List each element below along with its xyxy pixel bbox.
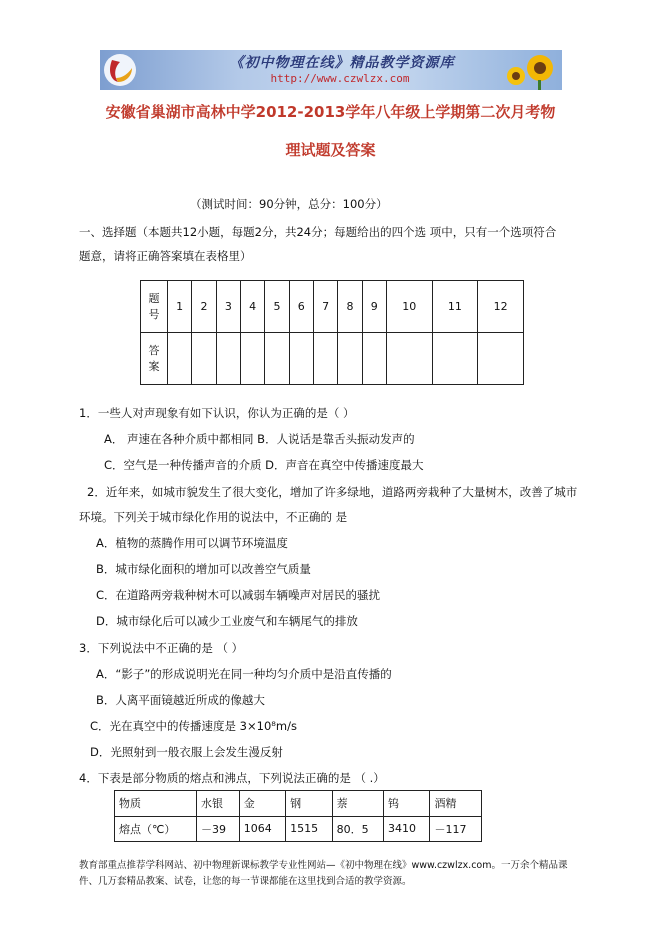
question-2-stem-cont: 环境。下列关于城市绿化作用的说法中，不正确的 是 — [79, 510, 348, 524]
label-char: 题 — [148, 291, 160, 305]
question-number-cell: 4 — [240, 281, 264, 333]
question-2-stem: 2．近年来，如城市貌发生了很大变化，增加了许多绿地，道路两旁栽种了大量树木，改善了城市 — [87, 485, 578, 499]
table-header-cell: 钢 — [286, 791, 332, 817]
question-number-cell: 3 — [216, 281, 240, 333]
table-header-cell: 金 — [239, 791, 285, 817]
question-number-cell: 6 — [289, 281, 313, 333]
question-number-cell: 2 — [192, 281, 216, 333]
table-cell: 80．5 — [332, 816, 383, 842]
question-2-option-b: B．城市绿化面积的增加可以改善空气质量 — [96, 562, 311, 576]
table-cell: －39 — [197, 816, 240, 842]
answer-table-row-label — [141, 281, 168, 333]
question-number-cell: 12 — [478, 281, 524, 333]
table-header-cell: 萘 — [332, 791, 383, 817]
answer-cell[interactable] — [168, 333, 192, 385]
section-instructions-line2: 题意，请将正确答案填在表格里） — [79, 249, 252, 263]
table-cell: 3410 — [384, 816, 430, 842]
page-title-line2: 理试题及答案 — [285, 141, 376, 159]
table-cell: 1064 — [239, 816, 285, 842]
table-header-cell: 钨 — [384, 791, 430, 817]
question-1-options-ab: A． 声速在各种介质中都相同 B．人说话是靠舌头振动发声的 — [104, 432, 415, 446]
answer-cell[interactable] — [240, 333, 264, 385]
question-number-cell: 1 — [168, 281, 192, 333]
question-3-option-a: A．“影子”的形成说明光在同一种均匀介质中是沿直传播的 — [96, 667, 392, 681]
question-3-option-c: C．光在真空中的传播速度是 3×10⁸m/s — [90, 719, 297, 733]
sunflower-icon — [488, 52, 558, 90]
table-cell: 1515 — [286, 816, 332, 842]
answer-cell[interactable] — [386, 333, 432, 385]
banner-url[interactable]: http://www.czwlzx.com — [270, 72, 410, 85]
table-cell: －117 — [430, 816, 482, 842]
answer-cell[interactable] — [338, 333, 362, 385]
footer-line1: 教育部重点推荐学科网站、初中物理新课标教学专业性网站—《初中物理在线》www.czwlzx.com。一万余个精品课 — [79, 860, 568, 871]
question-3-option-b: B．人离平面镜越近所成的像越大 — [96, 693, 265, 707]
answer-cell[interactable] — [362, 333, 386, 385]
label-char: 案 — [148, 359, 160, 373]
question-2-option-d: D．城市绿化后可以减少工业废气和车辆尾气的排放 — [96, 614, 358, 628]
banner-title: 《初中物理在线》精品教学资源库 — [229, 55, 455, 71]
site-logo-icon — [102, 52, 138, 88]
answer-cell[interactable] — [313, 333, 337, 385]
question-number-cell: 8 — [338, 281, 362, 333]
section-instructions-line1: 一、选择题（本题共12小题，每题2分，共24分；每题给出的四个选 项中，只有一个选项符合 — [79, 225, 557, 239]
question-number-cell: 10 — [386, 281, 432, 333]
table-header-cell: 物质 — [115, 791, 197, 817]
question-number-cell: 5 — [265, 281, 289, 333]
label-char: 号 — [148, 307, 160, 321]
question-2-option-a: A．植物的蒸腾作用可以调节环境温度 — [96, 536, 288, 550]
question-number-cell: 9 — [362, 281, 386, 333]
page-title-line1: 安徽省巢湖市高林中学2012-2013学年八年级上学期第二次月考物 — [105, 103, 556, 121]
answer-table-row-label — [141, 333, 168, 385]
answer-cell[interactable] — [192, 333, 216, 385]
question-number-cell: 7 — [313, 281, 337, 333]
test-info: （测试时间：90分钟，总分：100分） — [190, 197, 388, 211]
question-2-option-c: C．在道路两旁栽种树木可以减弱车辆噪声对居民的骚扰 — [96, 588, 381, 602]
question-number-cell: 11 — [432, 281, 478, 333]
question-1-stem: 1．一些人对声现象有如下认识，你认为正确的是（ ） — [79, 406, 355, 420]
answer-cell[interactable] — [216, 333, 240, 385]
table-header-cell: 水银 — [197, 791, 240, 817]
answer-cell[interactable] — [265, 333, 289, 385]
answer-table — [140, 280, 524, 385]
answer-cell[interactable] — [432, 333, 478, 385]
table-cell: 熔点（℃） — [115, 816, 197, 842]
footer-line2: 件、几万套精品教案、试卷，让您的每一节课都能在这里找到合适的教学资源。 — [79, 876, 412, 887]
answer-cell[interactable] — [289, 333, 313, 385]
question-4-stem: 4．下表是部分物质的熔点和沸点，下列说法正确的是 （ .） — [79, 771, 385, 785]
answer-cell[interactable] — [478, 333, 524, 385]
question-3-option-d: D．光照射到一般衣服上会发生漫反射 — [90, 745, 283, 759]
melting-point-table — [114, 790, 482, 842]
question-3-stem: 3．下列说法中不正确的是 （ ） — [79, 641, 244, 655]
label-char: 答 — [148, 343, 160, 357]
question-1-options-cd: C．空气是一种传播声音的介质 D．声音在真空中传播速度最大 — [104, 458, 424, 472]
table-header-cell: 酒精 — [430, 791, 482, 817]
header-banner — [100, 50, 562, 90]
